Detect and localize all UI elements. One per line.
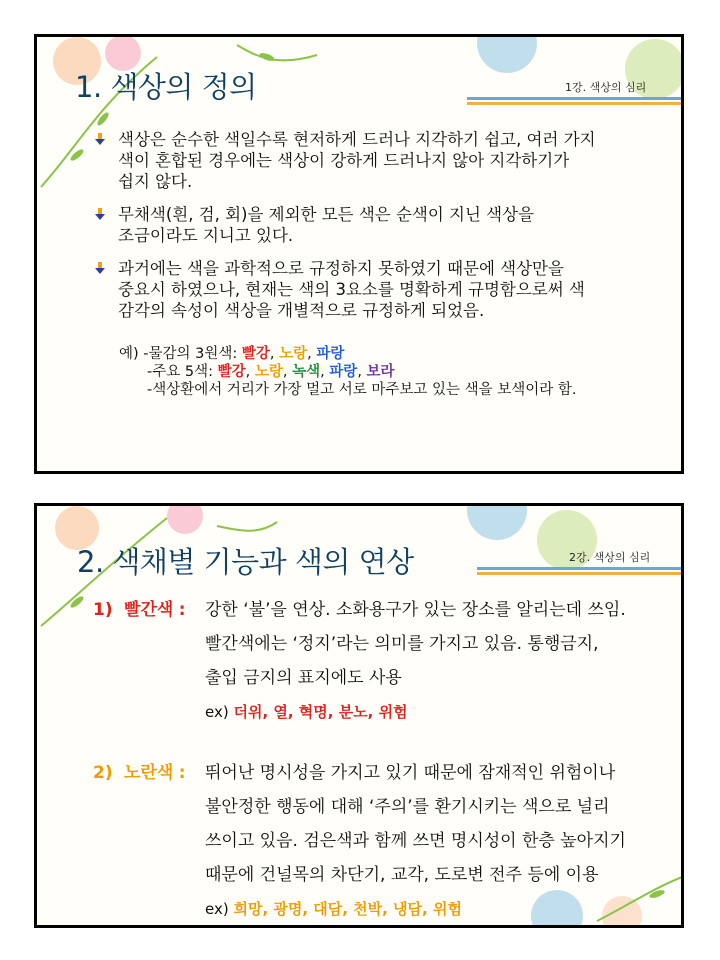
example-words: 희망, 광명, 대담, 천박, 냉담, 위험 <box>233 900 462 918</box>
main-five-line: -주요 5색: 빨강, 노랑, 녹색, 파랑, 보라 <box>147 364 395 380</box>
color-word-yellow: 노랑 <box>279 346 308 362</box>
complementary-line: -색상환에서 거리가 가장 멀고 서로 마주보고 있는 색을 보색이라 함. <box>147 382 577 398</box>
bullet-arrow-icon <box>95 133 105 145</box>
section-line: 불안정한 행동에 대해 ‘주의’를 환기시키는 색으로 널리 <box>205 797 610 817</box>
header-stripe-orange <box>477 572 684 575</box>
slide-2 <box>34 503 684 928</box>
section-line: 때문에 건널목의 차단기, 교각, 도로변 전주 등에 이용 <box>205 865 599 885</box>
section-separator: : <box>178 763 186 783</box>
slide-title: 2. 색채별 기능과 색의 연상 <box>77 545 414 579</box>
lecture-badge: 1강. 색상의 심리 <box>565 81 647 94</box>
bullet-item-2 <box>95 204 675 246</box>
color-word-green: 녹색 <box>292 364 321 380</box>
section-line: 강한 ‘불’을 연상. 소화용구가 있는 장소를 알리는데 쓰임. <box>205 600 626 620</box>
examples-label: 예) -물감의 3원색: <box>119 346 242 362</box>
bullet-item-1 <box>95 129 675 192</box>
color-word-purple: 보라 <box>366 364 395 380</box>
section-red-body <box>205 593 626 729</box>
bullet-line: 색상은 순수한 색일수록 현저하게 드러나 지각하기 쉽고, 여러 가지 <box>118 130 596 149</box>
example-label: ex) <box>205 703 234 721</box>
section-yellow-body <box>205 756 626 926</box>
section-line: 출입 금지의 표지에도 사용 <box>205 668 402 688</box>
bullet-line: 색이 혼합된 경우에는 색상이 강하게 드러나지 않아 지각하기가 <box>118 151 570 170</box>
color-word-blue: 파랑 <box>316 346 345 362</box>
section-separator: : <box>178 600 186 620</box>
slide-title: 1. 색상의 정의 <box>75 70 257 104</box>
section-example <box>205 695 626 729</box>
bullet-line: 감각의 속성이 색상을 개별적으로 규정하게 되었음. <box>118 301 485 320</box>
section-example <box>205 892 626 926</box>
slide-1 <box>34 34 684 474</box>
color-word-yellow: 노랑 <box>254 364 283 380</box>
header-stripe-orange <box>467 102 684 105</box>
bullet-line: 과거에는 색을 과학적으로 규정하지 못하였기 때문에 색상만을 <box>118 259 564 278</box>
bullet-arrow-icon <box>95 262 105 274</box>
header-stripe-blue <box>477 567 684 570</box>
section-number: 2) <box>93 763 113 783</box>
color-word-blue: 파랑 <box>329 364 358 380</box>
primary-colors-line: 예) -물감의 3원색: 빨강, 노랑, 파랑 <box>119 346 345 362</box>
section-red-heading <box>93 593 186 627</box>
bullet-arrow-icon <box>95 208 105 220</box>
header-stripe-blue <box>467 97 684 100</box>
lecture-badge: 2강. 색상의 심리 <box>569 551 651 564</box>
color-word-red: 빨강 <box>241 346 270 362</box>
section-line: 쓰이고 있음. 검은색과 함께 쓰면 명시성이 한층 높아지기 <box>205 831 626 851</box>
bullet-line: 무채색(흰, 검, 회)을 제외한 모든 색은 순색이 지닌 색상을 <box>118 205 534 224</box>
examples-block <box>119 345 577 399</box>
examples-label: -주요 5색: <box>147 364 218 380</box>
section-color-name: 빨간색 <box>124 600 174 620</box>
section-yellow-heading <box>93 756 186 790</box>
bullet-item-3 <box>95 258 675 321</box>
section-number: 1) <box>93 600 113 620</box>
section-color-name: 노란색 <box>124 763 174 783</box>
example-words: 더위, 열, 혁명, 분노, 위험 <box>233 703 408 721</box>
example-label: ex) <box>205 900 234 918</box>
bullet-line: 쉽지 않다. <box>118 172 193 191</box>
section-line: 빨간색에는 ‘정지’라는 의미를 가지고 있음. 통행금지, <box>205 634 599 654</box>
section-line: 뛰어난 명시성을 가지고 있기 때문에 잠재적인 위험이나 <box>205 763 616 783</box>
bullet-line: 중요시 하였으나, 현재는 색의 3요소를 명확하게 규명함으로써 색 <box>118 280 585 299</box>
bullet-line: 조금이라도 지니고 있다. <box>118 226 294 245</box>
definition-list <box>95 129 675 333</box>
color-word-red: 빨강 <box>217 364 246 380</box>
